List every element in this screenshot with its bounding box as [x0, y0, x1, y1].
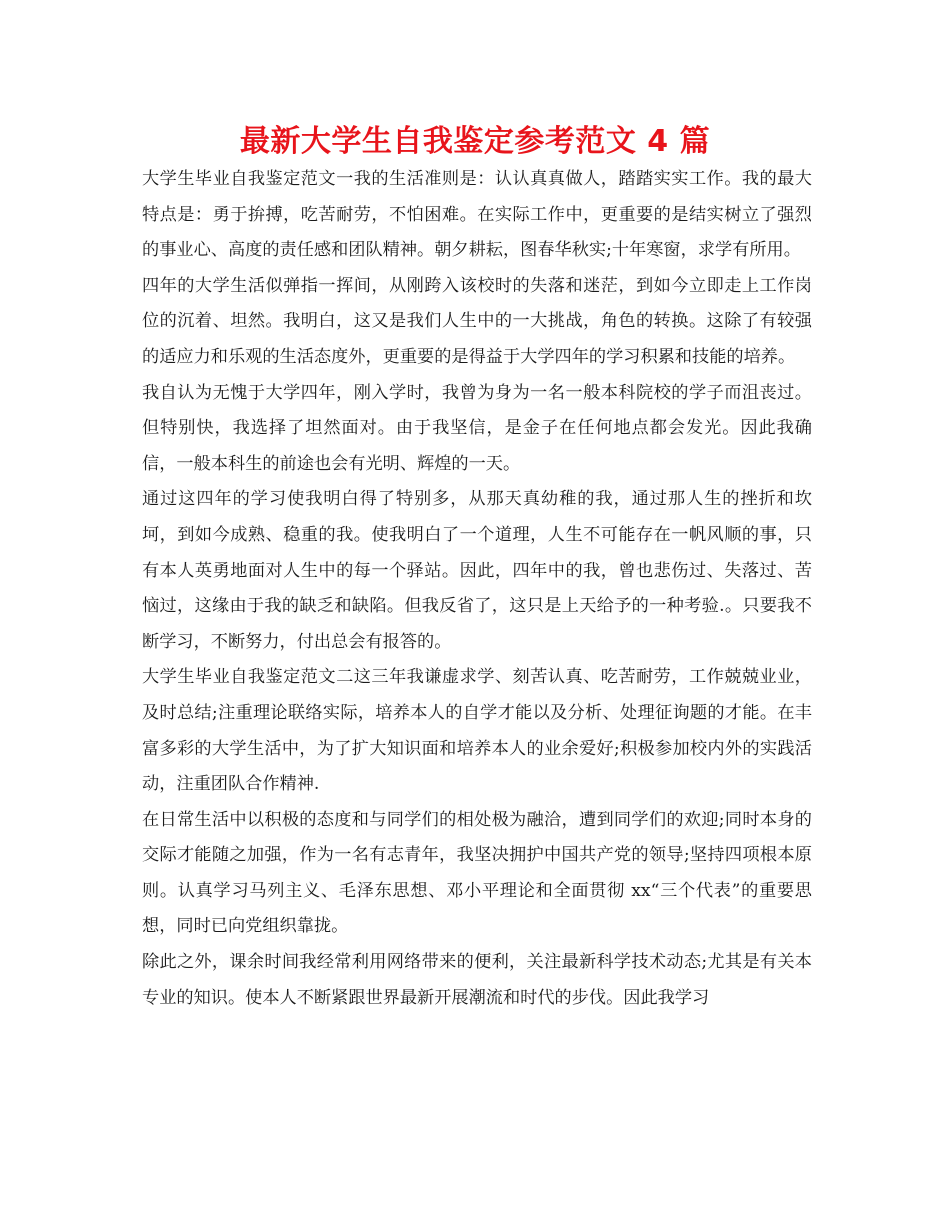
document-body [142, 162, 812, 1016]
paragraph: 通过这四年的学习使我明白得了特别多，从那天真幼稚的我，通过那人生的挫折和坎坷，到如今成熟、稳重的我。使我明白了一个道理，人生不可能存在一帆风顺的事，只有本人英勇地面对人生中的每一个驿站。因此，四年中的我，曾也悲伤过、失落过、苦恼过，这缘由于我的缺乏和缺陷。但我反省了，这只是上天给予的一种考验.。只要我不断学习，不断努力，付出总会有报答的。 [142, 489, 812, 652]
paragraph: 大学生毕业自我鉴定范文一我的生活准则是：认认真真做人，踏踏实实工作。我的最大特点是：勇于拚搏，吃苦耐劳，不怕困难。在实际工作中，更重要的是结实树立了强烈的事业心、高度的责任感和团队精神。朝夕耕耘，图春华秋实;十年寒窗，求学有所用。 [142, 169, 812, 261]
paragraph: 四年的大学生活似弹指一挥间，从刚跨入该校时的失落和迷茫，到如今立即走上工作岗位的沉着、坦然。我明白，这又是我们人生中的一大挑战，角色的转换。这除了有较强的适应力和乐观的生活态度外，更重要的是得益于大学四年的学习积累和技能的培养。 [142, 275, 812, 367]
paragraph: 我自认为无愧于大学四年，刚入学时，我曾为身为一名一般本科院校的学子而沮丧过。但特别快，我选择了坦然面对。由于我坚信，是金子在任何地点都会发光。因此我确信，一般本科生的前途也会有光明、辉煌的一天。 [142, 382, 812, 474]
paragraph: 除此之外，课余时间我经常利用网络带来的便利，关注最新科学技术动态;尤其是有关本专业的知识。使本人不断紧跟世界最新开展潮流和时代的步伐。因此我学习 [142, 952, 812, 1008]
paragraph: 大学生毕业自我鉴定范文二这三年我谦虚求学、刻苦认真、吃苦耐劳，工作兢兢业业，及时总结;注重理论联络实际，培养本人的自学才能以及分析、处理征询题的才能。在丰富多彩的大学生活中，为了扩大知识面和培养本人的业余爱好;积极参加校内外的实践活动，注重团队合作精神. [142, 667, 812, 795]
paragraph: 在日常生活中以积极的态度和与同学们的相处极为融洽，遭到同学们的欢迎;同时本身的交际才能随之加强，作为一名有志青年，我坚决拥护中国共产党的领导;坚持四项根本原则。认真学习马列主义、毛泽东思想、邓小平理论和全面贯彻 xx“三个代表”的重要思想，同时已向党组织靠拢。 [142, 809, 812, 937]
document-title: 最新大学生自我鉴定参考范文 4 篇 [239, 124, 711, 159]
